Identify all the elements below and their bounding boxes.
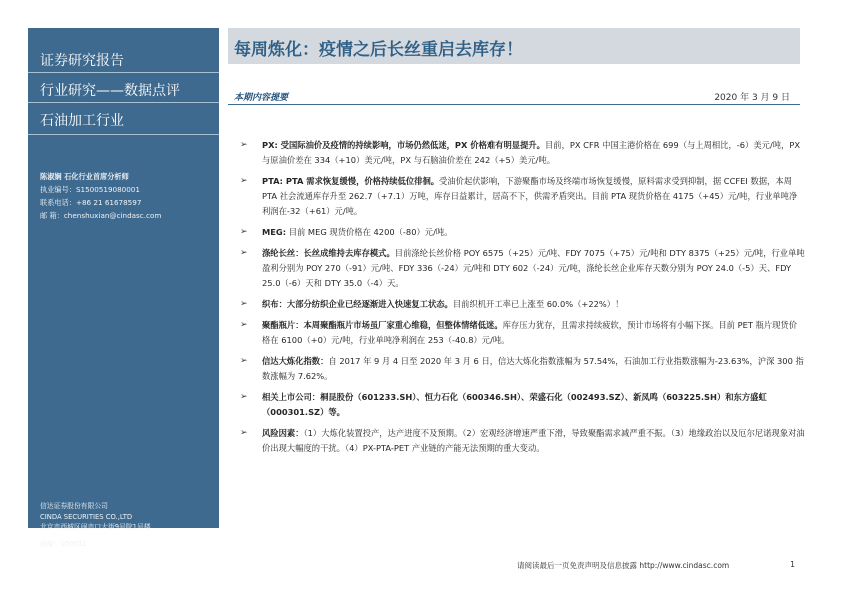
- disclaimer-footer: 请阅读最后一页免责声明及信息披露 http://www.cindasc.com: [517, 561, 730, 570]
- company-en-name: CINDA SECURITIES CO.,LTD: [40, 512, 133, 521]
- sidebar-divider: [28, 72, 219, 73]
- arrow-bullet-icon: ➢: [240, 320, 248, 330]
- arrow-bullet-icon: ➢: [240, 176, 248, 186]
- arrow-bullet-icon: ➢: [240, 299, 248, 309]
- section-label: 本期内容提要: [234, 93, 289, 103]
- summary-list: [240, 138, 805, 462]
- arrow-bullet-icon: ➢: [240, 227, 248, 237]
- report-category: 行业研究——数据点评: [40, 83, 180, 99]
- bullet-risk: ➢ 风险因素：（1）大炼化装置投产，达产进度不及预期。（2）宏观经济增速严重下滑，导致聚酯需求减严重不振。（3）地缘政治以及厄尔尼诺现象对油价出现大幅度的干扰。（4）PX-PTA-PET 产业链的产能无法预期的重大变动。: [240, 428, 805, 453]
- title-bar: [228, 28, 800, 64]
- analyst-license: 执业编号：S1500519080001: [40, 185, 140, 194]
- page-number: 1: [790, 560, 796, 569]
- sidebar: [28, 28, 219, 548]
- bullet-px: ➢ PX: 受国际油价及疫情的持续影响，市场仍然低迷，PX 价格难有明显提升。目前，PX CFR 中国主港价格在 699（与上周相比，-6）美元/吨，PX 与原油价差在 334（+10）美元/吨，PX 与石脑油价差在 242（+5）美元/吨。: [240, 140, 801, 165]
- report-type-label: 证券研究报告: [40, 53, 124, 69]
- bullet-index: ➢ 信达大炼化指数：自 2017 年 9 月 4 日至 2020 年 3 月 6 日，信达大炼化指数涨幅为 57.54%，石油加工行业指数涨幅为-23.63%，沪深 300 指数涨幅为 7.62%。: [240, 356, 804, 381]
- arrow-bullet-icon: ➢: [240, 356, 248, 366]
- arrow-bullet-icon: ➢: [240, 248, 248, 258]
- bullet-weaving: ➢ 织布：大部分纺织企业已经逐渐进入快速复工状态。目前织机开工率已上涨至 60.0%（+22%）！: [240, 297, 805, 312]
- sidebar-divider: [28, 134, 219, 135]
- section-header: [228, 90, 800, 105]
- arrow-bullet-icon: ➢: [240, 392, 248, 402]
- company-address: 北京市西城区闹市口大街9号院1号楼: [40, 523, 151, 531]
- bullet-meg: ➢ MEG: 目前 MEG 现货价格在 4200（-80）元/吨。: [240, 225, 805, 240]
- bullet-bottle-chip: ➢ 聚酯瓶片：本周聚酯瓶片市场虽厂家重心维稳，但整体情绪低迷。库存压力犹存，且需求持续疲软，预计市场将有小幅下探。目前 PET 瓶片现货价格在 6100（+0）元/吨，行业单吨净利润在 253（-40.8）元/吨。: [240, 320, 798, 345]
- analyst-email: 邮 箱：chenshuxian@cindasc.com: [40, 211, 162, 220]
- bullet-listed-companies: ➢ 相关上市公司：桐昆股份（601233.SH）、恒力石化（600346.SH）、荣盛石化（002493.SZ）、新凤鸣（603225.SH）和东方盛虹（000301.SZ）等。: [240, 392, 767, 417]
- analyst-name: 陈淑娴 石化行业首席分析师: [40, 172, 129, 181]
- arrow-bullet-icon: ➢: [240, 428, 248, 438]
- report-title: 每周炼化：疫情之后长丝重启去库存！: [234, 40, 523, 60]
- arrow-bullet-icon: ➢: [240, 140, 248, 150]
- industry-name: 石油加工行业: [40, 113, 124, 129]
- sidebar-divider: [28, 102, 219, 103]
- analyst-info: [40, 170, 161, 222]
- company-info: [40, 501, 151, 549]
- bullet-pta: ➢ PTA: PTA 需求恢复缓慢，价格持续低位徘徊。受油价起伏影响，下游聚酯市场及终端市场恢复缓慢，原料需求受到抑制，据 CCFEI 数据，本周 PTA 社会流通库存升至 262.7（+7.1）万吨，库存日益累计，居高不下，供需矛盾突出。目前 PTA 现货价格在 4175（+45）元/吨，行业单吨净利润在-32（+61）元/吨。: [240, 176, 798, 216]
- report-date: 2020 年 3 月 9 日: [714, 93, 790, 103]
- analyst-phone: 联系电话：+86 21 61678597: [40, 198, 142, 207]
- company-postcode: 邮编：100031: [40, 539, 87, 548]
- bullet-filament: ➢ 涤纶长丝：长丝成维持去库存模式。目前涤纶长丝价格 POY 6575（+25）元/吨、FDY 7075（+75）元/吨和 DTY 8375（+25）元/吨，行业单吨盈利分别为 POY 270（-91）元/吨、FDY 336（-24）元/吨和 DTY 602（-24）元/吨，涤纶长丝企业库存天数分别为 POY 24.0（-5）天、FDY 25.0（-6）天和 DTY 35.0（-4）天。: [240, 248, 805, 288]
- company-cn-name: 信达证券股份有限公司: [40, 502, 108, 510]
